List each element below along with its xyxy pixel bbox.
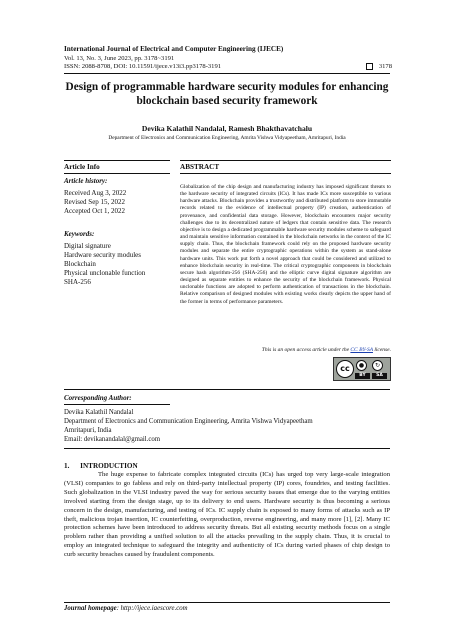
license-suffix: license. bbox=[372, 347, 391, 353]
footer-rule bbox=[64, 602, 390, 603]
affiliation: Department of Electronics and Communication Engineering, Amrita Vishwa Vidyapeetham, Amritapuri, India bbox=[108, 135, 346, 141]
corresponding-department: Department of Electronics and Communication Engineering, Amrita Vishwa Vidyapeetham bbox=[64, 418, 313, 425]
introduction-heading: 1. INTRODUCTION bbox=[64, 462, 138, 470]
keyword-item: Hardware security modules bbox=[64, 251, 141, 259]
corresponding-heading: Corresponding Author: bbox=[64, 394, 132, 402]
issn-doi-line: ISSN: 2088-8708, DOI: 10.11591/ijece.v13i3.pp3178-3191 bbox=[64, 63, 222, 70]
history-received: Received Aug 3, 2022 bbox=[64, 189, 127, 197]
share-alike-icon: ↻ bbox=[372, 360, 383, 371]
corresponding-name: Devika Kalathil Nandalal bbox=[64, 409, 134, 416]
abstract-bottom-rule bbox=[180, 173, 391, 174]
article-info-bottom-rule bbox=[64, 173, 170, 174]
page-number: 3178 bbox=[378, 63, 392, 70]
journal-name: International Journal of Electrical and Computer Engineering (IJECE) bbox=[64, 45, 284, 53]
open-access-statement bbox=[180, 347, 391, 353]
keywords-list bbox=[64, 242, 145, 287]
volume-line: Vol. 13, No. 3, June 2023, pp. 3178~3191 bbox=[64, 55, 175, 62]
license-link[interactable]: CC BY-SA bbox=[350, 347, 373, 353]
cc-logo-icon: cc bbox=[336, 360, 354, 378]
journal-homepage bbox=[64, 605, 188, 612]
corresponding-email[interactable]: Email: devikanandalal@gmail.com bbox=[64, 436, 161, 443]
keyword-item: Blockchain bbox=[64, 260, 96, 268]
keyword-item: Digital signature bbox=[64, 242, 111, 250]
paper-title: Design of programmable hardware security modules for enhancing blockchain based security framework bbox=[65, 81, 389, 108]
square-icon bbox=[366, 63, 373, 70]
abstract-text: Globalization of the chip design and manufacturing industry has imposed significant threats to the hardware security of integrated circuits (ICs). It has made ICs more susceptible to various hardware attacks. Blockchain provides a trustworthy and distributed platform to store immutable records related to the evidence of intellectual property (IP) creation, authentication of provenance, and confidential data storage. However, blockchain encounters major security challenges due to its decentralized nature of ledgers that contain sensitive data. The research objective is to design a dedicated programmable hardware security modules scheme to safeguard and maintain sensitive information contained in the blockchain networks in the context of the IC supply chain. Thus, the blockchain framework could rely on the proposed hardware security modules and separate the entire cryptographic operations within the system as stand-alone hardware units. This work put forth a novel approach that could be considered and utilized to enhance blockchain security in real-time. The critical cryptographic components in blockchain secure hash algorithm-256 (SHA-256) and the elliptic curve digital signature algorithm are designed as separate entities to enhance the security of the blockchain framework. Physical unclonable functions are adopted to perform authentication of transactions in the blockchain. Relative comparison of designed modules with existing works clearly depicts the upper hand of the former in terms of performance parameters. bbox=[180, 184, 391, 305]
person-icon: ● bbox=[356, 360, 367, 371]
homepage-label: Journal homepage bbox=[64, 605, 117, 612]
history-accepted: Accepted Oct 1, 2022 bbox=[64, 207, 126, 215]
corresponding-sub-rule bbox=[64, 404, 170, 405]
introduction-paragraph: The huge expense to fabricate complex integrated circuits (ICs) has urged top very large-scale integration (VLSI) companies to go fabless and rely on third-party intellectual property (IP) cores, foundries, and testing facilities. Such globalization in the VLSI industry paved the way for serious security issues that emerge due to the varying entities involved starting from the design stage, up to its delivery to end users. Hardware security is thus becoming a serious concern in the design, manufacturing, and testing of ICs. IC supply chain is exposed to many forms of attacks such as IP theft, malicious trojan insertion, IC counterfeiting, overproduction, reverse engineering, and many more [1], [2]. Many IC protection schemes have been introduced to address security threats. But all existing security methods focus on a single problem rather than providing a unified solution to all the attacks prevailing in the supply chain. Thus, it is crucial to employ an integrated technique to safeguard the integrity and authenticity of ICs during varied phases of chip design to curb security breaches caused by fraudulent components. bbox=[64, 471, 390, 559]
cc-by-label: BY bbox=[355, 373, 370, 379]
corresponding-city: Amritapuri, India bbox=[64, 427, 112, 434]
header-rule bbox=[64, 73, 390, 74]
article-history-list bbox=[64, 189, 126, 216]
keyword-item: SHA-256 bbox=[64, 278, 91, 286]
corresponding-bottom-rule bbox=[64, 448, 390, 449]
keyword-item: Physical unclonable function bbox=[64, 269, 146, 277]
keywords-heading: Keywords: bbox=[64, 230, 95, 238]
article-info-heading: Article Info bbox=[64, 163, 100, 171]
article-info-top-rule bbox=[64, 160, 170, 161]
history-revised: Revised Sep 15, 2022 bbox=[64, 198, 126, 206]
page-number-block bbox=[366, 63, 392, 70]
article-history-heading: Article history: bbox=[64, 177, 108, 185]
homepage-url[interactable]: : http://ijece.iaescore.com bbox=[116, 605, 188, 612]
abstract-heading: ABSTRACT bbox=[180, 163, 220, 171]
cc-by-sa-badge[interactable] bbox=[333, 357, 391, 381]
author-list: Devika Kalathil Nandalal, Ramesh Bhakthavatchalu bbox=[141, 124, 313, 133]
license-prefix: This is an open access article under the bbox=[261, 347, 351, 353]
corresponding-top-rule bbox=[64, 389, 390, 390]
cc-sa-label: SA bbox=[372, 373, 387, 379]
abstract-top-rule bbox=[180, 160, 391, 161]
